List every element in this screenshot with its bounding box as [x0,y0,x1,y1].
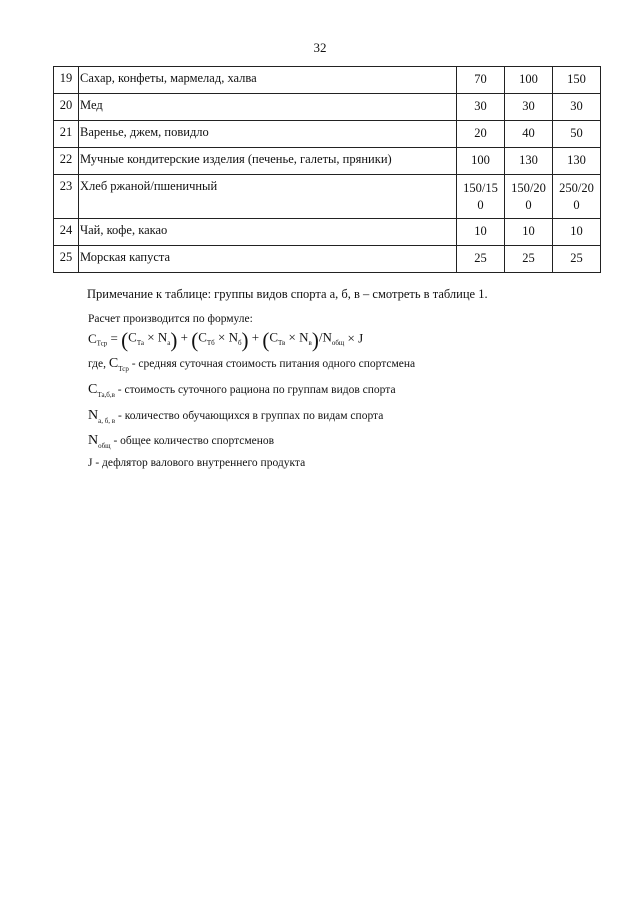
table-row [54,121,601,148]
value-group-a: 25 [457,246,505,273]
formula-t-b: Тб [206,339,215,348]
value-group-v: 25 [553,246,601,273]
product-name: Морская капуста [79,246,457,273]
cost-formula: $C_{Тср} = (C_{Та} \times N_а) + (C_{Тб} \times N_б) + (C_{Тв} \times N_в)/N_{общ} \times J$ [88,328,364,352]
legend-c-avg: где, $C_{Тср}$ - средняя суточная стоимость питания одного спортсмена [88,356,416,373]
calc-intro: Расчет производится по формуле: [88,313,253,325]
value-group-v: 150 [553,67,601,94]
formula-lhs: $C_{Тср}$ [88,330,108,348]
value-group-a: 70 [457,67,505,94]
row-number: 22 [54,148,79,175]
formula-n-total: общ [331,339,345,348]
value-group-b: 25 [505,246,553,273]
paren-close-icon: ) [241,328,249,352]
product-name: Сахар, конфеты, мармелад, халва [79,67,457,94]
product-name: Мед [79,94,457,121]
paren-close-icon: ) [170,328,178,352]
row-number: 23 [54,175,79,219]
formula-n-b: б [237,339,242,348]
value-group-b: 40 [505,121,553,148]
value-group-v: 30 [553,94,601,121]
value-group-b: 10 [505,219,553,246]
formula-n-v: в [308,339,312,348]
paren-open-icon: ( [262,328,270,352]
legend-c-groups: $C_{Та,б,в}$ - стоимость суточного рациона по группам видов спорта [88,382,396,399]
formula-equals: = [110,330,118,346]
paren-open-icon: ( [191,328,199,352]
legend-j: J - дефлятор валового внутреннего продукта [88,457,306,469]
formula-n-a: а [167,339,171,348]
value-group-v: 10 [553,219,601,246]
page-number: 32 [313,40,327,55]
table-row [54,175,601,219]
value-group-v: 250/20 0 [553,175,601,219]
value-group-b: 100 [505,67,553,94]
food-table [53,66,601,273]
row-number: 20 [54,94,79,121]
value-group-v: 50 [553,121,601,148]
table-row [54,67,601,94]
row-number: 24 [54,219,79,246]
product-name: Чай, кофе, какао [79,219,457,246]
row-number: 21 [54,121,79,148]
value-group-a: 150/15 0 [457,175,505,219]
value-group-b: 150/20 0 [505,175,553,219]
legend-n-total: $N_{общ}$ - общее количество спортсменов [88,433,275,450]
table-row [54,148,601,175]
value-group-a: 30 [457,94,505,121]
table-row [54,219,601,246]
formula-t-v: Тв [278,339,286,348]
product-name: Варенье, джем, повидло [79,121,457,148]
product-name: Хлеб ржаной/пшеничный [79,175,457,219]
table-row [54,246,601,273]
table-note: Примечание к таблице: группы видов спорта а, б, в – смотреть в таблице 1. [87,287,488,301]
value-group-b: 30 [505,94,553,121]
paren-open-icon: ( [121,328,129,352]
value-group-a: 20 [457,121,505,148]
formula-t-a: Та [136,339,145,348]
row-number: 19 [54,67,79,94]
row-number: 25 [54,246,79,273]
value-group-a: 10 [457,219,505,246]
value-group-b: 130 [505,148,553,175]
table-row [54,94,601,121]
formula-tail: × J [347,330,364,346]
legend-n-groups: $N_{а, б, в}$ - количество обучающихся в группах по видам спорта [88,408,384,425]
value-group-v: 130 [553,148,601,175]
product-name: Мучные кондитерские изделия (печенье, галеты, пряники) [79,148,457,175]
value-group-a: 100 [457,148,505,175]
paren-close-icon: ) [311,328,319,352]
